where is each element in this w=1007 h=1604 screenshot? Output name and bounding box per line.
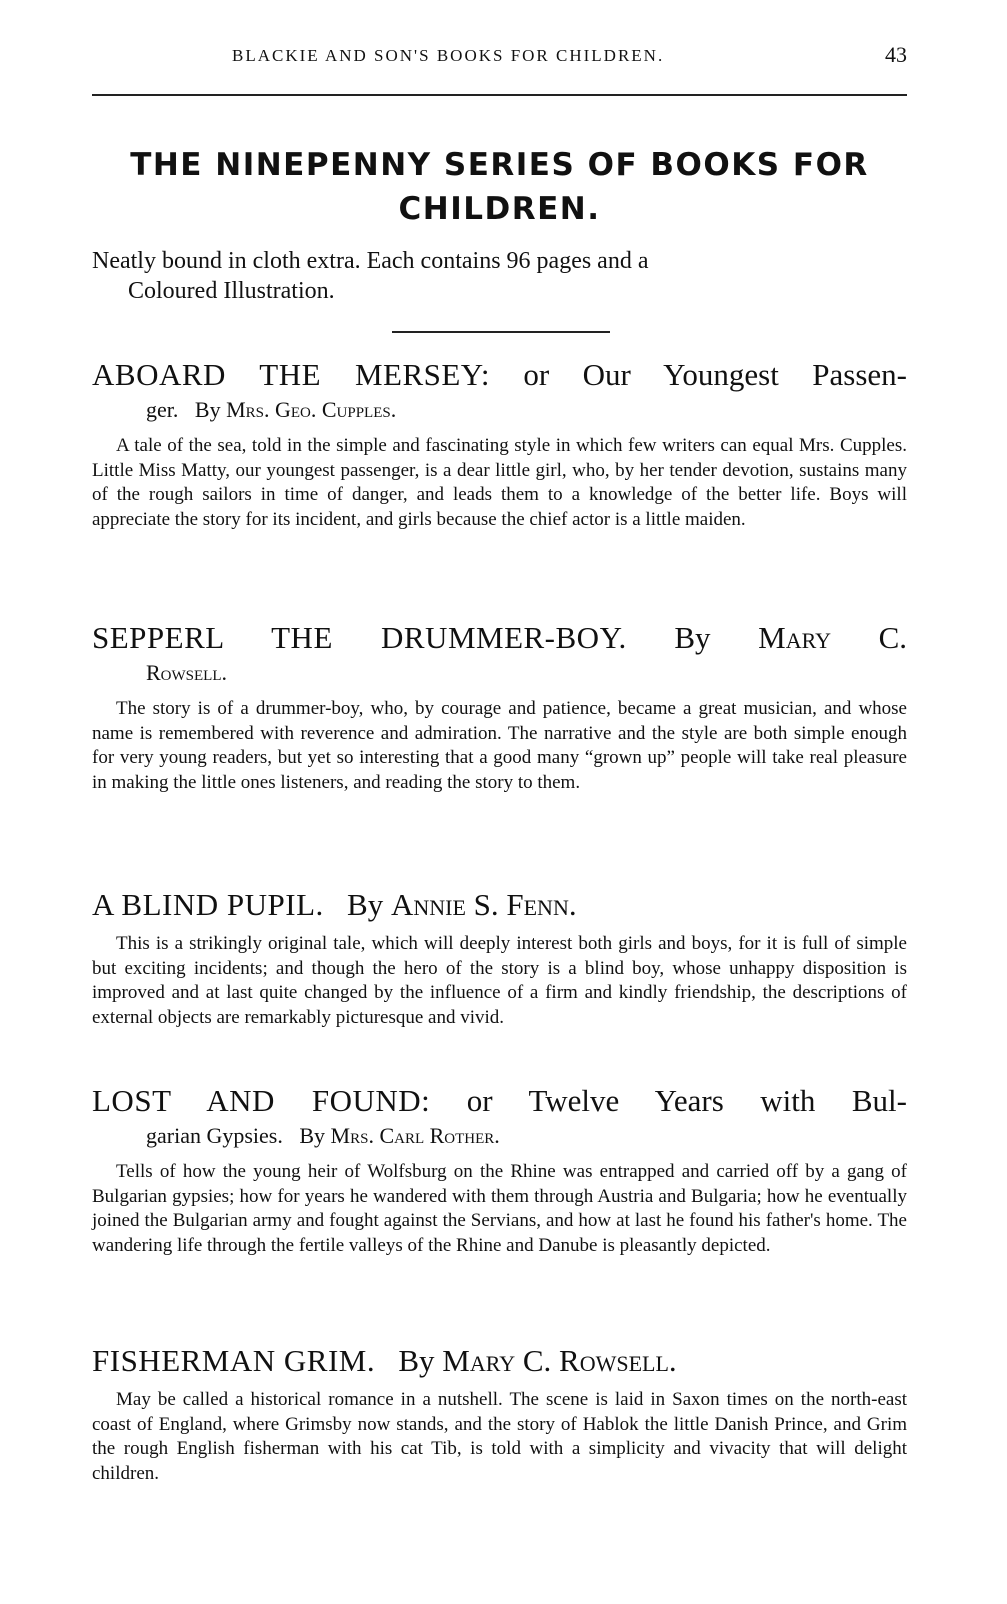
- header-rule: [92, 94, 907, 96]
- book-title-main: LOST AND FOUND:: [92, 1083, 431, 1118]
- series-subtitle-line2: Coloured Illustration.: [128, 278, 335, 304]
- book-by: By: [347, 887, 384, 922]
- book-title: [92, 1342, 907, 1380]
- book-title-main: A BLIND PUPIL.: [92, 887, 324, 922]
- book-title-continuation: [92, 394, 907, 426]
- book-by: By: [299, 1123, 326, 1148]
- book-title-main: FISHERMAN GRIM.: [92, 1343, 376, 1378]
- book-title-main: SEPPERL THE DRUMMER-BOY.: [92, 620, 627, 655]
- book-entry: [92, 619, 907, 795]
- book-title-rest: or Twelve Years with Bul-: [430, 1083, 907, 1118]
- series-title: THE NINEPENNY SERIES OF BOOKS FOR CHILDREN.: [130, 147, 869, 227]
- book-author: Mrs. Geo. Cupples.: [226, 397, 397, 422]
- book-title: [92, 619, 907, 657]
- book-description: The story is of a drummer-boy, who, by courage and patience, became a great musician, and whose name is remembered with reverence and admiration. The narrative and the style are both simple enough for very young readers, but yet so interesting that a good many “grown up” people will take real pleasure in making the little ones listeners, and reading the story to them.: [92, 698, 907, 793]
- book-description: Tells of how the young heir of Wolfsburg on the Rhine was entrapped and carried off by a gang of Bulgarian gypsies; how for years he wandered with them through Austria and Bulgaria; how he eventually joined the Bulgarian army and fought against the Servians, and how at last he found his father's home. The wandering life through the fertile valleys of the Rhine and Danube is pleasantly depicted.: [92, 1161, 907, 1256]
- book-title: [92, 1082, 907, 1120]
- book-entry: [92, 356, 907, 532]
- book-author: Mary C. Rowsell.: [442, 1343, 677, 1378]
- series-subtitle: [92, 246, 907, 306]
- book-entry: [92, 1082, 907, 1258]
- book-by: By: [398, 1343, 435, 1378]
- running-head-title: BLACKIE AND SON'S BOOKS FOR CHILDREN.: [232, 46, 665, 65]
- section-rule: [392, 331, 610, 333]
- book-title-cont-text: garian Gypsies.: [146, 1123, 283, 1148]
- book-title: [92, 356, 907, 394]
- book-title-rest: or Our Youngest Passen-: [489, 357, 907, 392]
- book-entry: [92, 1342, 907, 1486]
- book-description: This is a strikingly original tale, which will deeply interest both girls and boys, for it is full of simple but exciting incidents; and though the hero of the story is a blind boy, whose unhappy disposition is improved and at last quite changed by the influence of a firm and kindly friendship, the descriptions of external objects are remarkably picturesque and vivid.: [92, 933, 907, 1028]
- book-title-cont-text: ger.: [146, 397, 179, 422]
- book-description: May be called a historical romance in a nutshell. The scene is laid in Saxon times on the north-east coast of England, where Grimsby now stands, and the story of Hablok the little Danish Prince, and Grim the rough English fisherman with his cat Tib, is told with a simplicity and vivacity that will delight children.: [92, 1389, 907, 1484]
- book-author: Mary C.: [758, 620, 908, 655]
- book-author: Mrs. Carl Rother.: [330, 1123, 500, 1148]
- book-title: [92, 886, 907, 924]
- book-by: By: [674, 620, 711, 655]
- running-head: [92, 42, 907, 72]
- page-number: 43: [885, 42, 907, 67]
- book-description: A tale of the sea, told in the simple and fascinating style in which few writers can equal Mrs. Cupples. Little Miss Matty, our youngest passenger, is a dear little girl, who, by her tender devotion, sustains many of the rough sailors in time of danger, and leads them to a knowledge of the better life. Boys will appreciate the story for its incident, and girls because the chief actor is a little maiden.: [92, 435, 907, 530]
- book-title-continuation: Rowsell.: [146, 660, 227, 685]
- series-subtitle-line1: Neatly bound in cloth extra. Each contains 96 pages and a: [92, 248, 649, 274]
- book-title-continuation: [92, 1120, 907, 1152]
- book-author: Annie S. Fenn.: [390, 887, 577, 922]
- book-title-main: ABOARD THE MERSEY:: [92, 357, 490, 392]
- book-by: By: [194, 397, 221, 422]
- book-entry: [92, 886, 907, 1030]
